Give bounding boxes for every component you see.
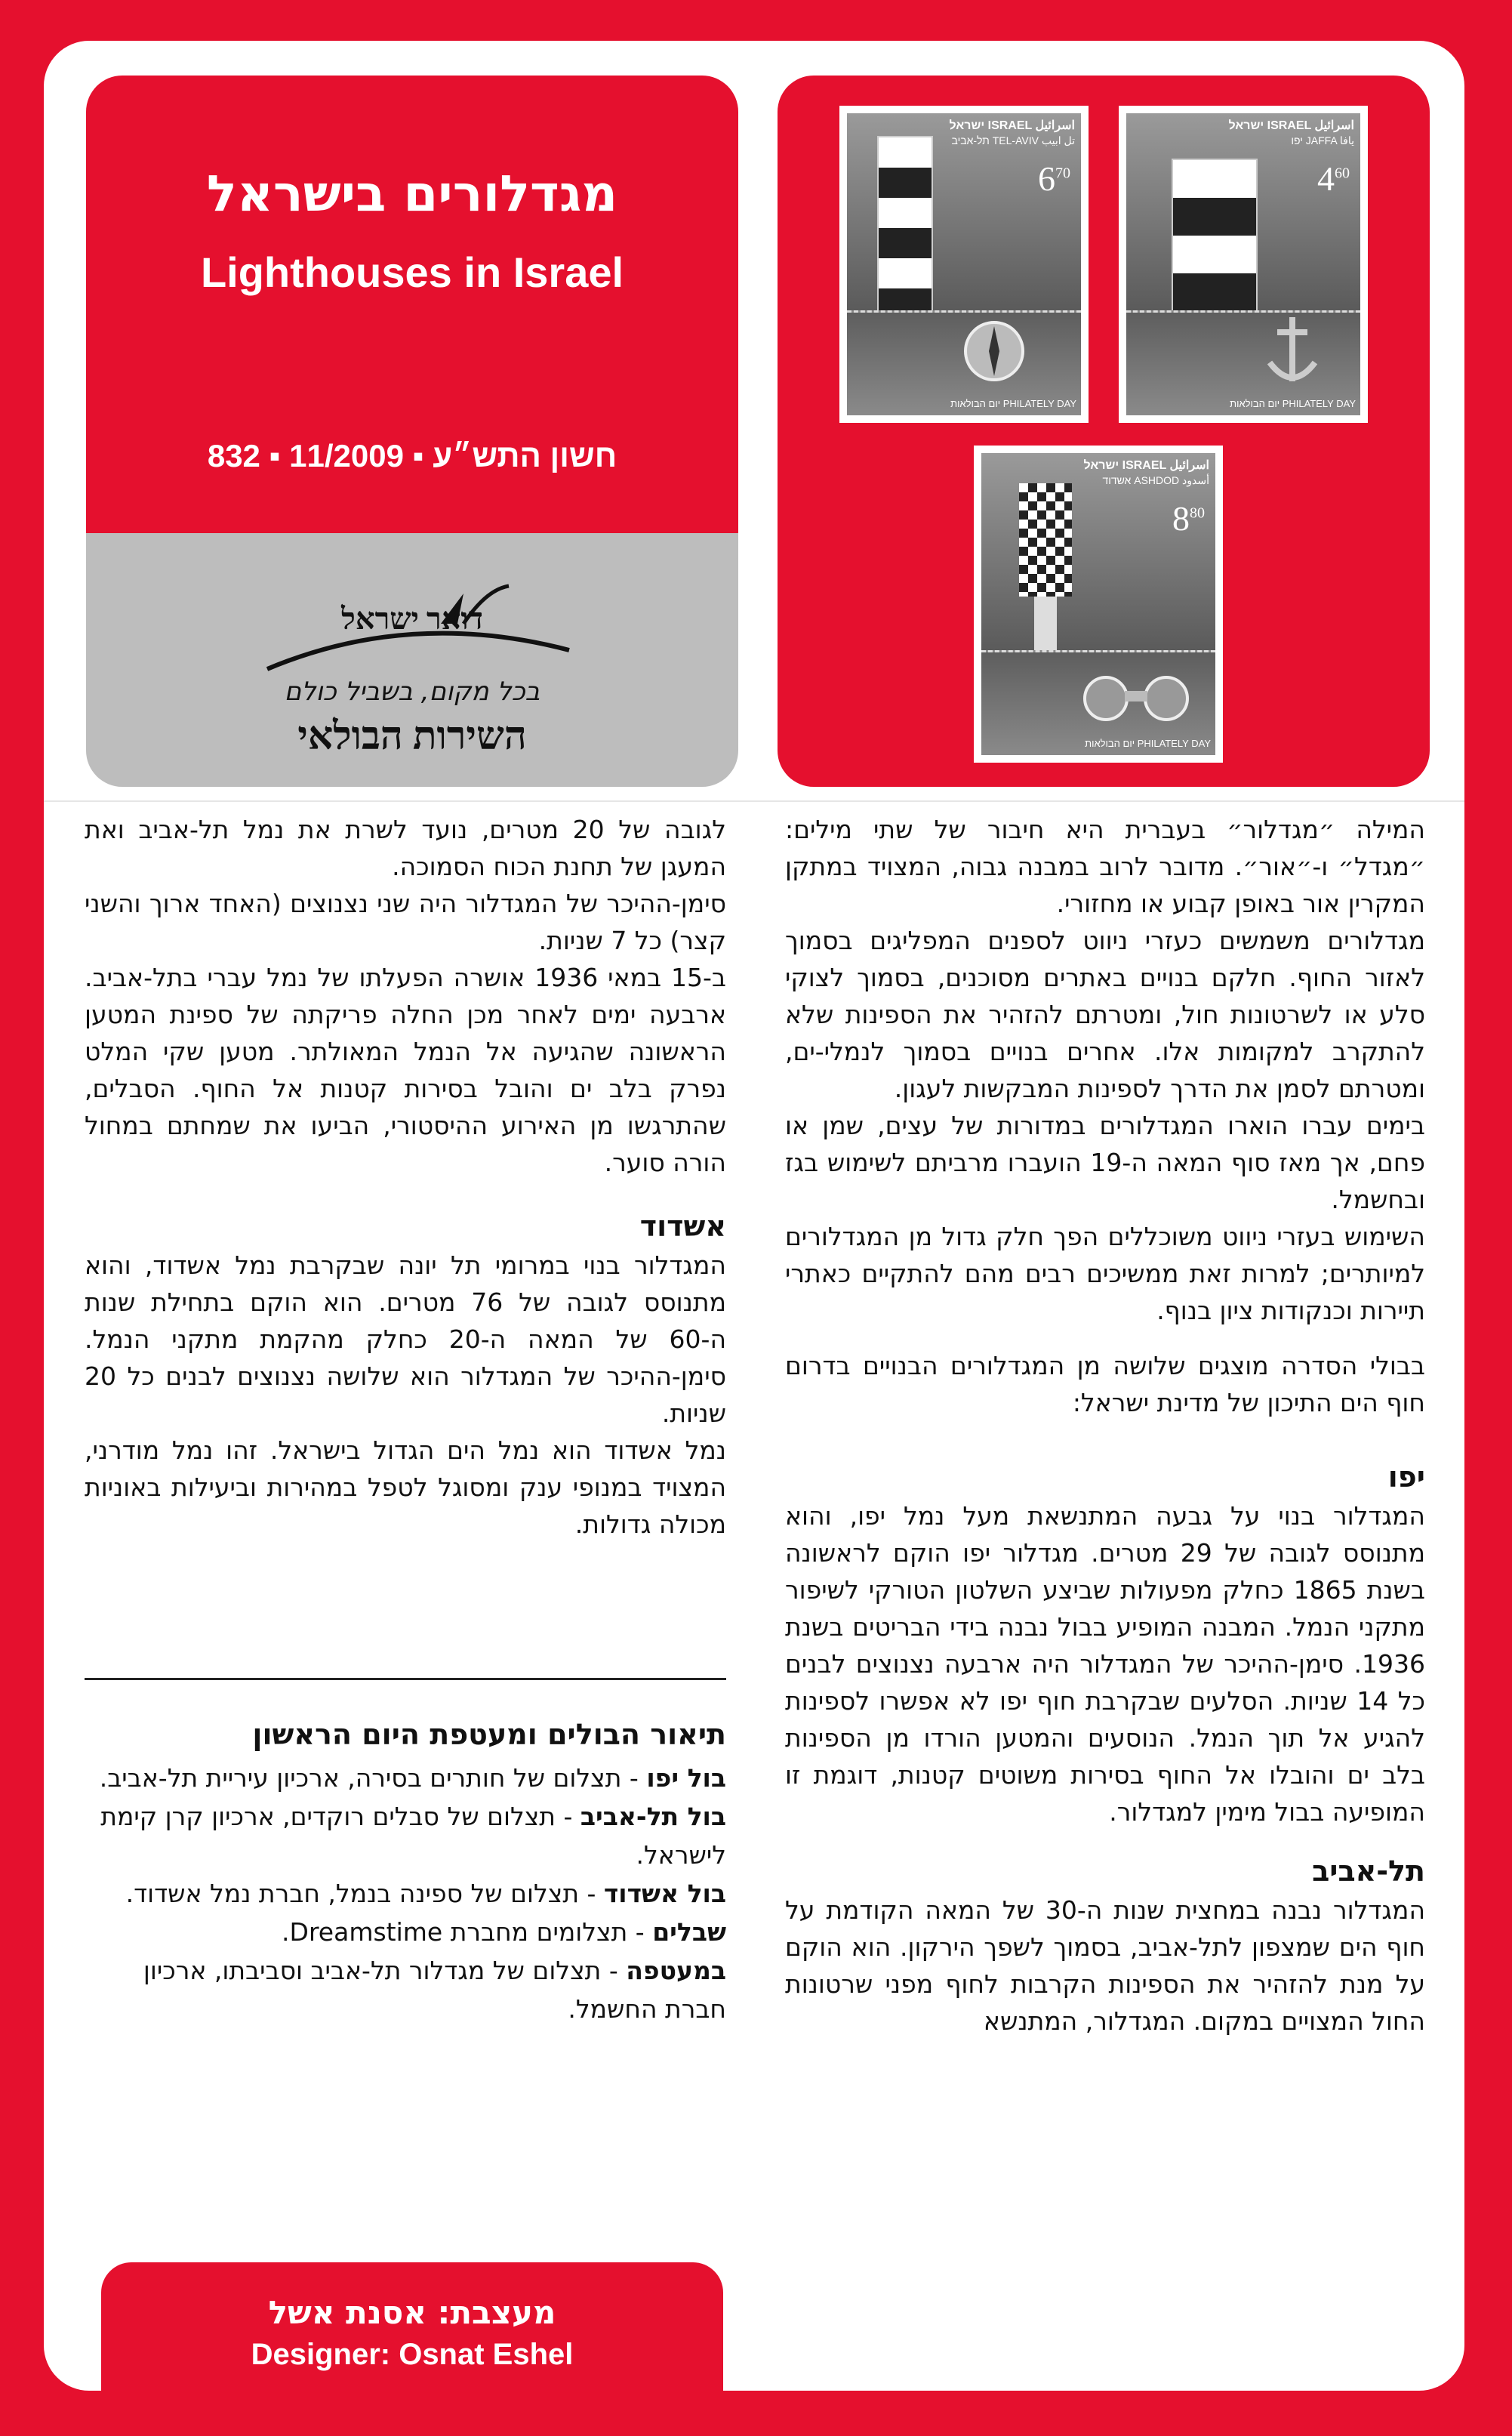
stamp-day-tab: יום הבולאות PHILATELY DAY <box>1230 398 1356 409</box>
stamp-city: אשדוד ASHDOD أسدود <box>1102 474 1209 486</box>
section-heading-tel-aviv: תל-אביב <box>1312 1855 1425 1888</box>
stamp-country: ישראל ISRAEL اسرائيل <box>1083 459 1209 472</box>
paragraph: סימן-ההיכר של המגדלור היה שני נצנוצים (האחד ארוך והשני קצר) כל 7 שניות. <box>85 889 726 955</box>
stamp-country: ישראל ISRAEL اسرائيل <box>1228 119 1354 132</box>
description-item: בול תל-אביב - תצלום של סבלים רוקדים, ארכיון קרן קימת לישראל. <box>100 1802 726 1870</box>
logo-wordmark: דואר ישראל <box>341 602 483 636</box>
title-hebrew: מגדלורים בישראל <box>206 165 618 223</box>
paragraph: מגדלורים משמשים כעזרי ניווט לספנים המפליגים בסמוך לאזור החוף. חלקם בנויים באתרים מסוכנים, בסמוך לצוקי סלע או לשרטונות חול, ומטרתם להזהיר את הספינות שלא להתקרב למקומות אלו. אחרים בנויים בסמוך לנמלי-ים, ומטרתם לסמן את הדרך לספינות המבקשות לעגון. <box>785 926 1425 1103</box>
paragraph: השימוש בעזרי ניווט משוכללים הפך חלק גדול מן המגדלורים למיותרים; למרות זאת ממשיכים רבים מהם להתקיים כאתרי תיירות וכנקודות ציון בנוף. <box>785 1222 1425 1325</box>
stamp-value: $6^{70}$ <box>1038 159 1070 198</box>
compass-icon <box>960 317 1028 385</box>
designer-hebrew: מעצבת: אסנת אשל <box>268 2294 556 2331</box>
paragraph: ב-15 במאי 1936 אושרה הפעלתו של נמל עברי בתל-אביב. ארבעה ימים לאחר מכן החלה פריקתה של ספינת המטען הראשונה שהגיעה אל הנמל המאולתר. מטען שקי המלט נפרק בלב ים והובל בסירות קטנות אל החוף. הסבלים, שהתרגשו מן האירוע ההיסטורי, הביעו את שמחתם במחול הורה סוער. <box>85 963 726 1177</box>
fold-line <box>44 800 1464 802</box>
article-left-column <box>85 811 726 1657</box>
stamp-day-tab: יום הבולאות PHILATELY DAY <box>950 398 1076 409</box>
stamp-city: תל-אביב TEL-AVIV تل ابيب <box>951 134 1075 146</box>
title-english: Lighthouses in Israel <box>200 248 624 296</box>
philatelic-service-panel <box>86 533 738 787</box>
section-heading-jaffa: יפו <box>1387 1460 1425 1494</box>
description-item: במעטפה - תצלום של מגדלור תל-אביב וסביבתו, ארכיון חברת החשמל. <box>143 1956 726 2024</box>
description-item: שבלים - תצלומים מחברת Dreamstime. <box>282 1917 726 1947</box>
paragraph-tel-aviv: המגדלור נבנה במחצית שנות ה-30 של המאה הקודמת על חוף הים שמצפון לתל-אביב, בסמוך לשפך הירקון. הוא הוקם על מנת להזהיר את הספינות הקרבות לחוף מפני שרטונות החול המצויים במקום. המגדלור, המתנשא <box>785 1895 1425 2036</box>
article-right-column <box>785 811 1425 2268</box>
paragraph: בימים עברו הוארו המגדלורים במדורות של עצים, שמן או פחם, אך מאז סוף המאה ה-19 הועברו מרביתם לשימוש בגז ובחשמל. <box>785 1111 1425 1214</box>
stamp-day-tab: יום הבולאות PHILATELY DAY <box>1085 738 1211 749</box>
stamps-panel <box>778 76 1430 787</box>
logo-tagline: בכל מקום, בשביל כולם <box>284 677 540 707</box>
checkered-tower-icon <box>1019 483 1072 597</box>
paragraph-ashdod-port: נמל אשדוד הוא נמל הים הגדול בישראל. זהו נמל מודרני, המצויד במנופי ענק ומסוגל לטפל במהירות וביעילות באוניות מכולה גדולות. <box>85 1435 726 1539</box>
stamp-city: יפו JAFFA يافا <box>1291 134 1354 146</box>
description-heading: תיאור הבולים ומעטפת היום הראשון <box>252 1718 726 1751</box>
description-item: בול יפו - תצלום של חותרים בסירה, ארכיון עיריית תל-אביב. <box>99 1763 726 1793</box>
stamp-description <box>85 1716 726 2028</box>
intro-paragraph: המילה ״מגדלור״ בעברית היא חיבור של שתי מילים: ״מגדל״ ו-״אור״. מדובר לרוב במבנה גבוה, המצויד במתקן המקרין אור באופן קבוע או מחזורי. <box>785 815 1425 918</box>
stamp-jaffa <box>1119 106 1368 423</box>
paragraph: בבולי הסדרה מוצגים שלושה מן המגדלורים הבנויים בדרום חוף הים התיכון של מדינת ישראל: <box>785 1351 1425 1417</box>
paragraph: לגובה של 20 מטרים, נועד לשרת את נמל תל-אביב ואת המעגן של תחנת הכוח הסמוכה. <box>85 815 726 881</box>
issue-line: חשון התש״ע ▪ 11/2009 ▪ 832 <box>207 438 617 473</box>
service-name: השירות הבולאי <box>297 715 527 758</box>
description-item: בול אשדוד - תצלום של ספינה בנמל, חברת נמל אשדוד. <box>125 1879 726 1908</box>
title-panel <box>86 76 738 580</box>
designer-panel <box>101 2262 723 2391</box>
divider <box>85 1678 726 1680</box>
binoculars-icon <box>1079 668 1193 721</box>
stamp-ashdod <box>974 446 1223 763</box>
designer-english: Designer: Osnat Eshel <box>251 2338 574 2371</box>
section-heading-ashdod: אשדוד <box>639 1210 726 1243</box>
stamp-value: $4^{60}$ <box>1317 159 1350 198</box>
paragraph-ashdod: המגדלור בנוי במרומי תל יונה שבקרבת נמל אשדוד, והוא מתנוסס לגובה של 76 מטרים. הוא הוקם בתחילת שנות ה-60 של המאה ה-20 כחלק מהקמת מתקני הנמל. סימן-ההיכר של המגדלור הוא שלושה נצנוצים לבנים כל 20 שניות. <box>85 1250 726 1428</box>
stamp-tel-aviv <box>839 106 1089 423</box>
stamp-value: $8^{80}$ <box>1172 499 1205 538</box>
stamp-country: ישראל ISRAEL اسرائيل <box>949 119 1075 132</box>
anchor-icon <box>1262 310 1323 393</box>
paragraph-jaffa: המגדלור בנוי על גבעה המתנשאת מעל נמל יפו, והוא מתנוסס לגובה של 29 מטרים. מגדלור יפו הוקם לראשונה בשנת 1865 כחלק מפעולות שביצע השלטון הטורקי לשיפור מתקני הנמל. המבנה המופיע בבול נבנה בידי הבריטים בשנת 1936. סימן-ההיכר של המגדלור היה ארבעה נצנוצים לבנים כל 14 שניות. הסלעים שבקרבת חוף יפו לא אפשרו לספינות להגיע אל תוך הנמל. הנוסעים והמטען הורדו מן הספינות בלב ים והובלו אל החוף בסירות משוטים קטנות, דוגמת זו המופיעה בבול מימין למגדלור. <box>785 1501 1425 1827</box>
